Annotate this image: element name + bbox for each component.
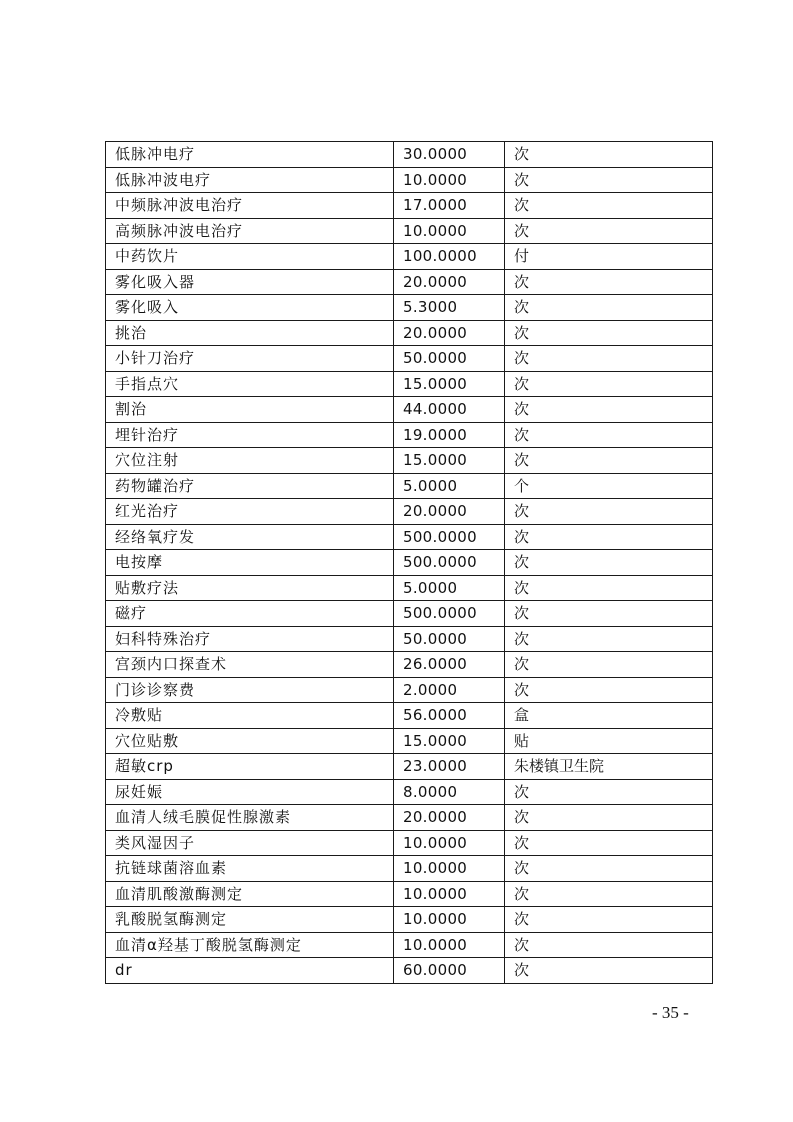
table-row (106, 269, 713, 295)
item-unit-cell: 次 (505, 422, 713, 448)
item-price-cell: 8.0000 (394, 779, 505, 805)
item-price-cell: 2.0000 (394, 677, 505, 703)
item-unit-cell: 次 (505, 320, 713, 346)
item-unit-cell: 次 (505, 958, 713, 984)
item-name-cell: 宫颈内口探查术 (106, 652, 394, 678)
item-price-cell: 100.0000 (394, 244, 505, 270)
table-row (106, 575, 713, 601)
item-price-cell: 500.0000 (394, 524, 505, 550)
item-name-cell: 尿妊娠 (106, 779, 394, 805)
item-price-cell: 10.0000 (394, 830, 505, 856)
item-name-cell: 埋针治疗 (106, 422, 394, 448)
item-price-cell: 15.0000 (394, 448, 505, 474)
item-unit-cell: 次 (505, 142, 713, 168)
item-name-cell: 磁疗 (106, 601, 394, 627)
table-row (106, 422, 713, 448)
item-name-cell: dr (106, 958, 394, 984)
item-price-cell: 10.0000 (394, 856, 505, 882)
table-row (106, 167, 713, 193)
item-name-cell: 抗链球菌溶血素 (106, 856, 394, 882)
item-price-cell: 10.0000 (394, 932, 505, 958)
item-name-cell: 电按摩 (106, 550, 394, 576)
item-price-cell: 20.0000 (394, 499, 505, 525)
item-name-cell: 穴位注射 (106, 448, 394, 474)
table-row (106, 626, 713, 652)
table-row (106, 550, 713, 576)
item-name-cell: 药物罐治疗 (106, 473, 394, 499)
table-row (106, 371, 713, 397)
table-row (106, 754, 713, 780)
item-name-cell: 割治 (106, 397, 394, 423)
item-price-cell: 50.0000 (394, 626, 505, 652)
item-price-cell: 30.0000 (394, 142, 505, 168)
table-row (106, 193, 713, 219)
item-price-cell: 17.0000 (394, 193, 505, 219)
item-unit-cell: 贴 (505, 728, 713, 754)
table-row (106, 295, 713, 321)
item-price-cell: 20.0000 (394, 269, 505, 295)
item-unit-cell: 付 (505, 244, 713, 270)
item-unit-cell: 次 (505, 218, 713, 244)
table-row (106, 856, 713, 882)
table-row (106, 244, 713, 270)
item-name-cell: 穴位贴敷 (106, 728, 394, 754)
item-price-cell: 20.0000 (394, 805, 505, 831)
item-name-cell: 类风湿因子 (106, 830, 394, 856)
item-name-cell: 雾化吸入 (106, 295, 394, 321)
item-price-cell: 44.0000 (394, 397, 505, 423)
item-price-cell: 15.0000 (394, 728, 505, 754)
item-name-cell: 门诊诊察费 (106, 677, 394, 703)
table-row (106, 601, 713, 627)
item-name-cell: 中药饮片 (106, 244, 394, 270)
item-price-cell: 5.0000 (394, 473, 505, 499)
item-name-cell: 血清肌酸激酶测定 (106, 881, 394, 907)
item-price-cell: 10.0000 (394, 881, 505, 907)
item-price-cell: 5.0000 (394, 575, 505, 601)
item-price-cell: 500.0000 (394, 601, 505, 627)
item-price-cell: 50.0000 (394, 346, 505, 372)
item-unit-cell: 次 (505, 448, 713, 474)
table-row (106, 448, 713, 474)
item-price-cell: 26.0000 (394, 652, 505, 678)
item-name-cell: 红光治疗 (106, 499, 394, 525)
item-unit-cell: 盒 (505, 703, 713, 729)
table-row (106, 932, 713, 958)
table-row (106, 907, 713, 933)
item-unit-cell: 次 (505, 397, 713, 423)
item-name-cell: 血清人绒毛膜促性腺激素 (106, 805, 394, 831)
table-row (106, 346, 713, 372)
item-unit-cell: 次 (505, 524, 713, 550)
item-unit-cell: 次 (505, 779, 713, 805)
item-name-cell: 高频脉冲波电治疗 (106, 218, 394, 244)
item-price-cell: 10.0000 (394, 907, 505, 933)
table-row (106, 473, 713, 499)
table-row (106, 805, 713, 831)
item-unit-cell: 次 (505, 295, 713, 321)
item-unit-cell: 次 (505, 167, 713, 193)
item-name-cell: 低脉冲波电疗 (106, 167, 394, 193)
table-row (106, 218, 713, 244)
item-name-cell: 冷敷贴 (106, 703, 394, 729)
item-unit-cell: 次 (505, 856, 713, 882)
table-row (106, 830, 713, 856)
item-unit-cell: 次 (505, 881, 713, 907)
table-row (106, 499, 713, 525)
item-unit-cell: 次 (505, 830, 713, 856)
item-unit-cell: 次 (505, 652, 713, 678)
item-name-cell: 低脉冲电疗 (106, 142, 394, 168)
item-name-cell: 手指点穴 (106, 371, 394, 397)
table-row (106, 728, 713, 754)
item-price-cell: 60.0000 (394, 958, 505, 984)
item-price-cell: 56.0000 (394, 703, 505, 729)
table-row (106, 524, 713, 550)
item-name-cell: 超敏crp (106, 754, 394, 780)
item-name-cell: 妇科特殊治疗 (106, 626, 394, 652)
item-name-cell: 乳酸脱氢酶测定 (106, 907, 394, 933)
item-price-cell: 20.0000 (394, 320, 505, 346)
table-body (106, 142, 713, 984)
item-unit-cell: 次 (505, 193, 713, 219)
item-price-cell: 10.0000 (394, 167, 505, 193)
item-unit-cell: 次 (505, 575, 713, 601)
table-row (106, 320, 713, 346)
item-name-cell: 挑治 (106, 320, 394, 346)
item-name-cell: 中频脉冲波电治疗 (106, 193, 394, 219)
item-name-cell: 血清α羟基丁酸脱氢酶测定 (106, 932, 394, 958)
item-unit-cell: 次 (505, 626, 713, 652)
table-row (106, 881, 713, 907)
item-name-cell: 贴敷疗法 (106, 575, 394, 601)
item-unit-cell: 次 (505, 805, 713, 831)
item-price-cell: 19.0000 (394, 422, 505, 448)
item-unit-cell: 朱楼镇卫生院 (505, 754, 713, 780)
item-unit-cell: 次 (505, 550, 713, 576)
table-row (106, 652, 713, 678)
item-unit-cell: 次 (505, 269, 713, 295)
table-row (106, 703, 713, 729)
table-row (106, 142, 713, 168)
item-price-cell: 15.0000 (394, 371, 505, 397)
item-unit-cell: 次 (505, 677, 713, 703)
item-unit-cell: 个 (505, 473, 713, 499)
item-price-cell: 5.3000 (394, 295, 505, 321)
item-name-cell: 小针刀治疗 (106, 346, 394, 372)
item-price-cell: 10.0000 (394, 218, 505, 244)
item-price-cell: 500.0000 (394, 550, 505, 576)
item-name-cell: 雾化吸入器 (106, 269, 394, 295)
price-table (105, 141, 713, 984)
item-unit-cell: 次 (505, 601, 713, 627)
item-name-cell: 经络氧疗发 (106, 524, 394, 550)
table-row (106, 397, 713, 423)
table-row (106, 779, 713, 805)
item-unit-cell: 次 (505, 499, 713, 525)
item-unit-cell: 次 (505, 907, 713, 933)
item-unit-cell: 次 (505, 932, 713, 958)
item-price-cell: 23.0000 (394, 754, 505, 780)
item-unit-cell: 次 (505, 346, 713, 372)
table-row (106, 958, 713, 984)
item-unit-cell: 次 (505, 371, 713, 397)
table-row (106, 677, 713, 703)
page-number: - 35 - (652, 1003, 689, 1022)
